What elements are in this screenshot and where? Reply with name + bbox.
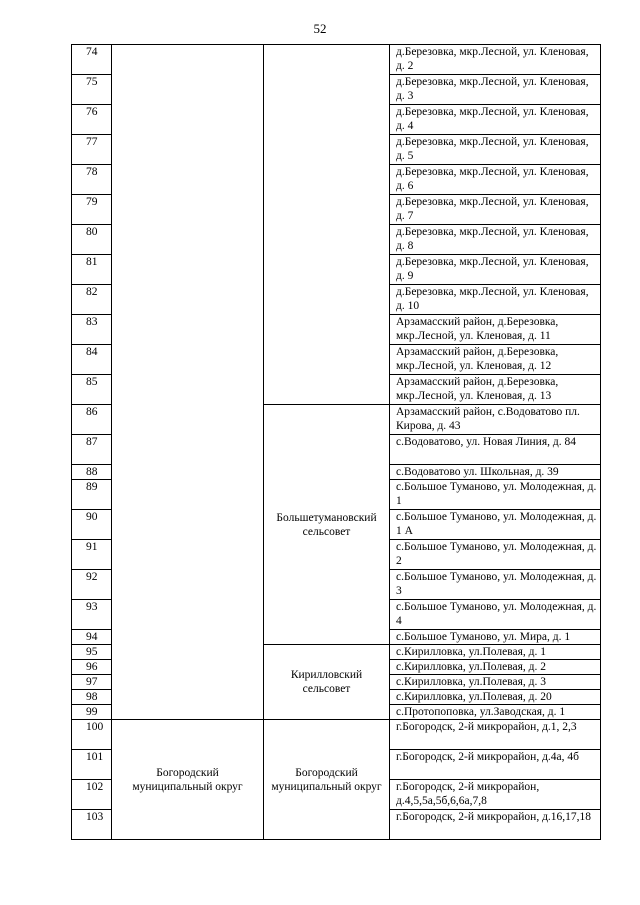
row-number: 88 bbox=[72, 465, 112, 480]
address-cell: с.Большое Туманово, ул. Молодежная, д. 3 bbox=[390, 570, 601, 600]
row-number: 78 bbox=[72, 165, 112, 195]
row-number: 79 bbox=[72, 195, 112, 225]
municipality-cell: Кирилловский сельсовет bbox=[264, 645, 390, 720]
row-number: 95 bbox=[72, 645, 112, 660]
row-number: 90 bbox=[72, 510, 112, 540]
district-cell bbox=[112, 45, 264, 720]
address-cell: д.Березовка, мкр.Лесной, ул. Кленовая, д. 3 bbox=[390, 75, 601, 105]
address-cell: д.Березовка, мкр.Лесной, ул. Кленовая, д. 8 bbox=[390, 225, 601, 255]
row-number: 100 bbox=[72, 720, 112, 750]
address-cell: с.Кирилловка, ул.Полевая, д. 1 bbox=[390, 645, 601, 660]
row-number: 85 bbox=[72, 375, 112, 405]
address-table-body bbox=[72, 45, 601, 840]
row-number: 94 bbox=[72, 630, 112, 645]
row-number: 93 bbox=[72, 600, 112, 630]
address-cell: д.Березовка, мкр.Лесной, ул. Кленовая, д. 5 bbox=[390, 135, 601, 165]
table-row bbox=[72, 45, 601, 75]
row-number: 86 bbox=[72, 405, 112, 435]
row-number: 101 bbox=[72, 750, 112, 780]
municipality-cell: Большетумановский сельсовет bbox=[264, 405, 390, 645]
address-cell: Арзамасский район, д.Березовка, мкр.Лесной, ул. Кленовая, д. 12 bbox=[390, 345, 601, 375]
row-number: 102 bbox=[72, 780, 112, 810]
address-cell: д.Березовка, мкр.Лесной, ул. Кленовая, д. 10 bbox=[390, 285, 601, 315]
address-cell: с.Водоватово ул. Школьная, д. 39 bbox=[390, 465, 601, 480]
address-cell: с.Водоватово, ул. Новая Линия, д. 84 bbox=[390, 435, 601, 465]
address-cell: д.Березовка, мкр.Лесной, ул. Кленовая, д. 7 bbox=[390, 195, 601, 225]
row-number: 75 bbox=[72, 75, 112, 105]
address-cell: с.Большое Туманово, ул. Молодежная, д. 4 bbox=[390, 600, 601, 630]
address-cell: Арзамасский район, д.Березовка, мкр.Лесной, ул. Кленовая, д. 13 bbox=[390, 375, 601, 405]
address-cell: д.Березовка, мкр.Лесной, ул. Кленовая, д. 6 bbox=[390, 165, 601, 195]
address-cell: с.Большое Туманово, ул. Молодежная, д. 1 А bbox=[390, 510, 601, 540]
address-cell: г.Богородск, 2-й микрорайон, д.1, 2,3 bbox=[390, 720, 601, 750]
row-number: 97 bbox=[72, 675, 112, 690]
row-number: 87 bbox=[72, 435, 112, 465]
page-number: 52 bbox=[313, 21, 327, 36]
address-cell: с.Кирилловка, ул.Полевая, д. 2 bbox=[390, 660, 601, 675]
address-cell: с.Кирилловка, ул.Полевая, д. 20 bbox=[390, 690, 601, 705]
address-cell: г.Богородск, 2-й микрорайон, д.4а, 4б bbox=[390, 750, 601, 780]
address-cell: д.Березовка, мкр.Лесной, ул. Кленовая, д. 4 bbox=[390, 105, 601, 135]
address-cell: Арзамасский район, д.Березовка, мкр.Лесной, ул. Кленовая, д. 11 bbox=[390, 315, 601, 345]
row-number: 89 bbox=[72, 480, 112, 510]
address-cell: г.Богородск, 2-й микрорайон, д.4,5,5а,5б,6,6а,7,8 bbox=[390, 780, 601, 810]
address-cell: с.Большое Туманово, ул. Молодежная, д. 1 bbox=[390, 480, 601, 510]
address-cell: г.Богородск, 2-й микрорайон, д.16,17,18 bbox=[390, 810, 601, 840]
address-table bbox=[71, 44, 601, 840]
row-number: 77 bbox=[72, 135, 112, 165]
row-number: 103 bbox=[72, 810, 112, 840]
row-number: 84 bbox=[72, 345, 112, 375]
address-cell: д.Березовка, мкр.Лесной, ул. Кленовая, д. 2 bbox=[390, 45, 601, 75]
address-cell: с.Протопоповка, ул.Заводская, д. 1 bbox=[390, 705, 601, 720]
row-number: 92 bbox=[72, 570, 112, 600]
address-cell: Арзамасский район, с.Водоватово пл. Кирова, д. 43 bbox=[390, 405, 601, 435]
row-number: 98 bbox=[72, 690, 112, 705]
address-cell: с.Большое Туманово, ул. Молодежная, д. 2 bbox=[390, 540, 601, 570]
municipality-cell bbox=[264, 45, 390, 405]
municipality-cell: Богородский муниципальный округ bbox=[264, 720, 390, 840]
address-cell: с.Кирилловка, ул.Полевая, д. 3 bbox=[390, 675, 601, 690]
row-number: 99 bbox=[72, 705, 112, 720]
row-number: 74 bbox=[72, 45, 112, 75]
row-number: 91 bbox=[72, 540, 112, 570]
row-number: 96 bbox=[72, 660, 112, 675]
district-cell: Богородский муниципальный округ bbox=[112, 720, 264, 840]
row-number: 83 bbox=[72, 315, 112, 345]
address-cell: д.Березовка, мкр.Лесной, ул. Кленовая, д. 9 bbox=[390, 255, 601, 285]
row-number: 82 bbox=[72, 285, 112, 315]
row-number: 80 bbox=[72, 225, 112, 255]
table-row bbox=[72, 720, 601, 750]
row-number: 81 bbox=[72, 255, 112, 285]
address-cell: с.Большое Туманово, ул. Мира, д. 1 bbox=[390, 630, 601, 645]
row-number: 76 bbox=[72, 105, 112, 135]
